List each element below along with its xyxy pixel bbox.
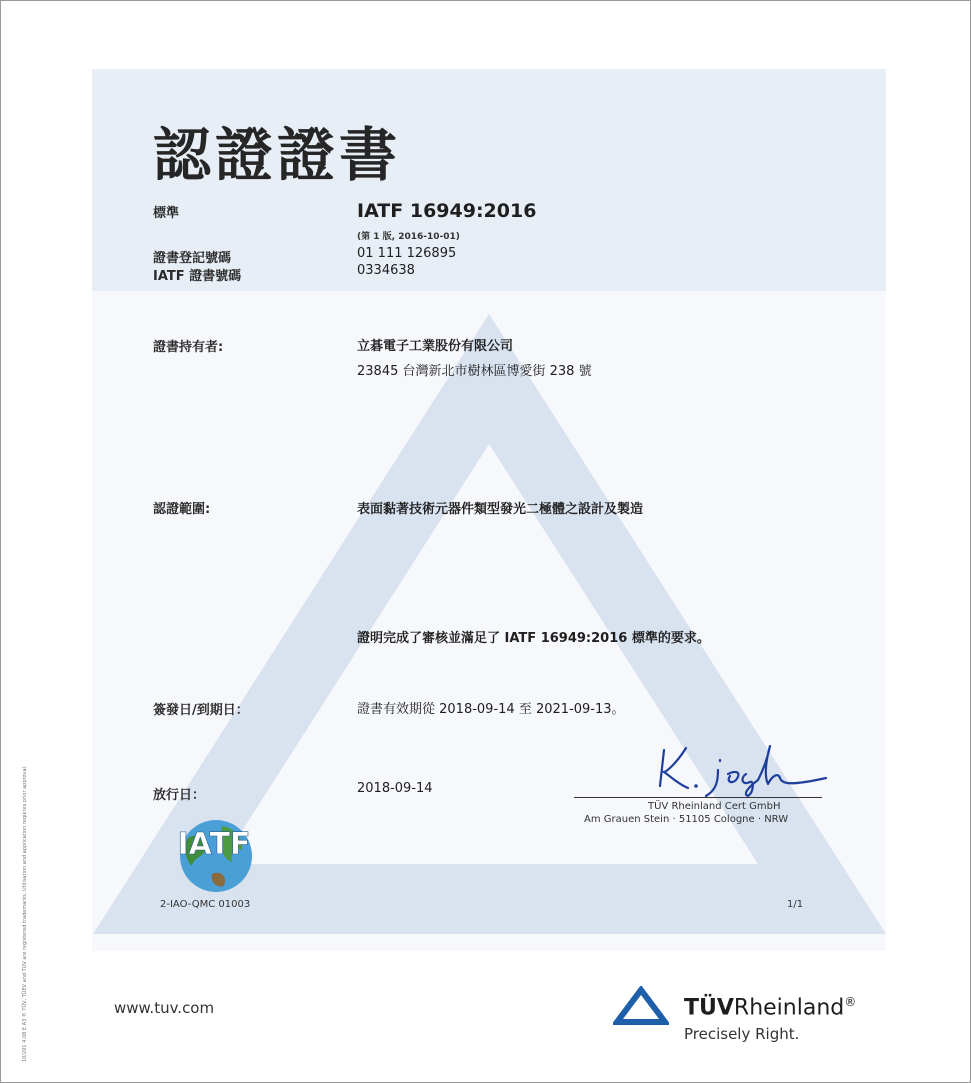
tuv-tagline: Precisely Right. (684, 1025, 800, 1043)
brand-rest: Rheinland (733, 995, 845, 1021)
tuv-brand (684, 995, 856, 1020)
standard-edition: (第 1 版, 2016-10-01) (357, 232, 460, 242)
iatf-number-label: IATF 證書號碼 (153, 269, 242, 284)
compliance-statement: 證明完成了審核並滿足了 IATF 16949:2016 標準的要求。 (357, 631, 710, 646)
brand-registered-mark: ® (844, 995, 857, 1009)
reg-number-label: 證書登記號碼 (153, 251, 232, 266)
reg-number-value: 01 111 126895 (357, 246, 457, 261)
scope-label: 認證範圍: (153, 502, 211, 517)
side-note: 10/201 4.08 E A3 ® TÜV, TÜEV and TUV are registered trademarks. Utilisation and application requires prior approval. (22, 765, 28, 1062)
issuer-address: Am Grauen Stein · 51105 Cologne · NRW (584, 814, 789, 825)
issue-date-label: 放行日： (153, 788, 206, 803)
signature-line (574, 797, 822, 798)
holder-label: 證書持有者: (153, 340, 224, 355)
iatf-globe-icon (152, 808, 282, 898)
validity-value: 證書有效期從 2018-09-14 至 2021-09-13。 (357, 702, 625, 717)
iatf-logo-text: IATF (177, 827, 251, 862)
page-number: 1/1 (787, 899, 804, 910)
footer-url[interactable] (114, 999, 214, 1017)
standard-value: IATF 16949:2016 (357, 200, 537, 222)
iatf-code: 2-IAO-QMC 01003 (160, 899, 251, 910)
holder-name: 立碁電子工業股份有限公司 (357, 339, 514, 354)
holder-address: 23845 台灣新北市樹林區博愛街 238 號 (357, 364, 592, 379)
footer-url-text: www.tuv.com (114, 999, 215, 1017)
brand-bold: TÜV (684, 995, 734, 1021)
validity-label: 簽發日/到期日： (153, 703, 249, 718)
scope-value: 表面黏著技術元器件類型發光二極體之設計及製造 (357, 502, 644, 517)
certificate-title: 認證證書 (153, 121, 402, 189)
issuer-name: TÜV Rheinland Cert GmbH (648, 801, 781, 812)
issue-date-value: 2018-09-14 (357, 781, 433, 796)
signature-icon (656, 742, 828, 798)
iatf-number-value: 0334638 (357, 263, 415, 278)
standard-label: 標準 (153, 206, 180, 221)
tuv-triangle-icon (613, 986, 669, 1026)
